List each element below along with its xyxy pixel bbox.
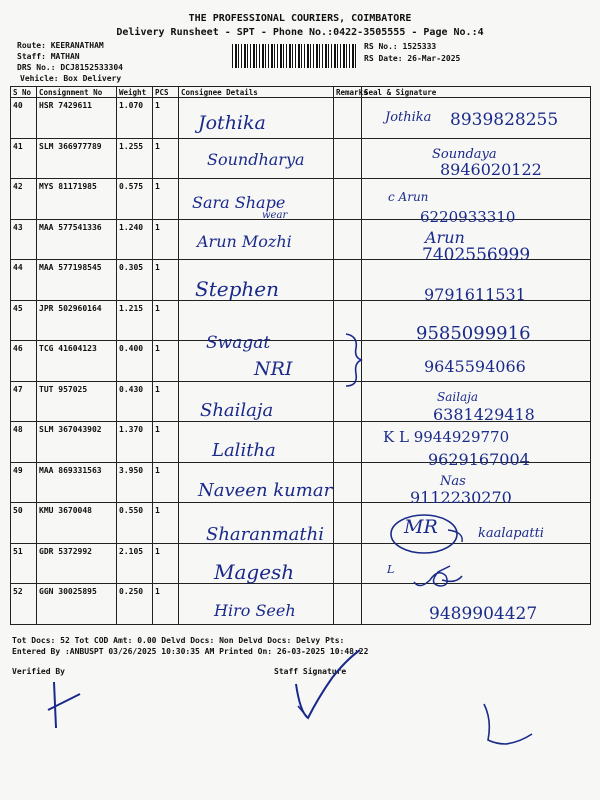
seal-signature: L	[387, 563, 395, 576]
route-label: Route: KEERANATHAM	[17, 41, 104, 50]
cell-remarks	[334, 219, 362, 260]
cell-consignment: HSR 7429611	[37, 98, 117, 139]
cell-consignment: MAA 869331563	[37, 462, 117, 503]
seal-phone: 9645594066	[424, 357, 526, 376]
rs-date: RS Date: 26-Mar-2025	[364, 54, 461, 63]
cell-sno: 46	[11, 341, 37, 382]
cell-sno: 51	[11, 543, 37, 584]
table-header-row	[11, 87, 591, 98]
drs-label: DRS No.: DCJ8152533304	[17, 63, 123, 72]
seal-signature: Jothika	[385, 110, 432, 125]
seal-phone: 6381429418	[433, 405, 535, 424]
staff-label: Staff: MATHAN	[17, 52, 80, 61]
handwritten-name: Sara Shape	[192, 193, 286, 212]
cell-pcs: 1	[153, 462, 179, 503]
handwritten-name: Lalitha	[212, 440, 276, 461]
cell-sno: 43	[11, 219, 37, 260]
cell-weight: 2.105	[117, 543, 153, 584]
seal-phone: 7402556999	[422, 245, 531, 265]
cell-pcs: 1	[153, 138, 179, 179]
col-header-seal: Seal & Signature	[362, 87, 591, 98]
cell-consignment: MYS 81171985	[37, 179, 117, 220]
seal-signature: kaalapatti	[478, 526, 544, 541]
cell-remarks	[334, 260, 362, 301]
seal-phone: 8939828255	[450, 110, 559, 130]
cell-consignment: MAA 577198545	[37, 260, 117, 301]
verified-by-label: Verified By	[12, 667, 65, 676]
seal-phone: 9791611531	[424, 285, 526, 304]
cell-pcs: 1	[153, 341, 179, 382]
cell-consignment: SLM 366977789	[37, 138, 117, 179]
extra-signature	[470, 700, 540, 756]
cell-pcs: 1	[153, 584, 179, 625]
cell-remarks	[334, 179, 362, 220]
cell-weight: 0.550	[117, 503, 153, 544]
cell-consignment: TCG 41604123	[37, 341, 117, 382]
cell-weight: 1.370	[117, 422, 153, 463]
cell-sno: 44	[11, 260, 37, 301]
seal-phone: 9585099916	[416, 323, 531, 344]
handwritten-name: NRI	[254, 358, 293, 380]
cell-weight: 1.215	[117, 300, 153, 341]
cell-weight: 0.250	[117, 584, 153, 625]
cell-sno: 50	[11, 503, 37, 544]
cell-consignment: KMU 3670048	[37, 503, 117, 544]
cell-sno: 49	[11, 462, 37, 503]
handwritten-name: Magesh	[214, 560, 295, 584]
handwritten-name: Naveen kumar	[198, 480, 333, 501]
cell-weight: 0.305	[117, 260, 153, 301]
cell-pcs: 1	[153, 219, 179, 260]
cell-remarks	[334, 98, 362, 139]
seal-signature: Nas	[440, 474, 466, 489]
cell-sno: 45	[11, 300, 37, 341]
cell-pcs: 1	[153, 543, 179, 584]
runsheet-subtitle: Delivery Runsheet - SPT - Phone No.:0422-3505555 - Page No.:4	[116, 27, 484, 38]
handwritten-name: Hiro Seeh	[214, 601, 296, 620]
cell-pcs: 1	[153, 260, 179, 301]
cell-sno: 40	[11, 98, 37, 139]
handwritten-name: Arun Mozhi	[197, 232, 292, 251]
cell-weight: 0.575	[117, 179, 153, 220]
vehicle-label: Vehicle: Box Delivery	[20, 74, 122, 83]
cell-remarks	[334, 138, 362, 179]
col-header-remarks: Remarks	[334, 87, 362, 98]
seal-signature: Sailaja	[437, 390, 479, 404]
seal-phone: K L 9944929770	[383, 428, 510, 446]
cell-remarks	[334, 543, 362, 584]
cell-weight: 1.070	[117, 98, 153, 139]
cell-consignment: SLM 367043902	[37, 422, 117, 463]
seal-signature: Soundaya	[432, 147, 497, 162]
cell-consignment: GDR 5372992	[37, 543, 117, 584]
cell-pcs: 1	[153, 179, 179, 220]
seal-phone: 6220933310	[420, 208, 516, 226]
col-header-weight: Weight	[117, 87, 153, 98]
entered-by-line: Entered By :ANBUSPT 03/26/2025 10:30:35 AM Printed On: 26-03-2025 10:48:22	[12, 647, 369, 656]
cell-weight: 0.400	[117, 341, 153, 382]
handwritten-name: wear	[262, 210, 288, 221]
handwritten-name: Shailaja	[200, 400, 274, 421]
seal-signature: c Arun	[388, 190, 429, 204]
seal-initials: MR	[404, 516, 438, 538]
cell-remarks	[334, 462, 362, 503]
cell-weight: 1.240	[117, 219, 153, 260]
cell-sno: 52	[11, 584, 37, 625]
staff-signature	[292, 646, 364, 724]
barcode-image	[232, 44, 357, 68]
cell-pcs: 1	[153, 381, 179, 422]
cell-sno: 48	[11, 422, 37, 463]
cell-sno: 42	[11, 179, 37, 220]
cell-consignment: TUT 957025	[37, 381, 117, 422]
cell-sno: 47	[11, 381, 37, 422]
handwritten-name: Sharanmathi	[206, 524, 324, 545]
cell-pcs: 1	[153, 422, 179, 463]
cell-pcs: 1	[153, 300, 179, 341]
cell-sno: 41	[11, 138, 37, 179]
verified-signature	[40, 676, 100, 736]
seal-scribble	[410, 562, 470, 592]
rs-number: RS No.: 1525333	[364, 42, 437, 51]
col-header-sno: S No	[11, 87, 37, 98]
cell-weight: 3.950	[117, 462, 153, 503]
table-row	[11, 543, 591, 584]
remark-bracket	[340, 330, 370, 390]
col-header-consignment: Consignment No	[37, 87, 117, 98]
cell-remarks	[334, 422, 362, 463]
cell-remarks	[334, 503, 362, 544]
staff-signature-label: Staff Signature	[274, 667, 347, 676]
seal-phone: 9629167004	[428, 450, 530, 469]
seal-signature: Arun	[425, 228, 465, 247]
cell-pcs: 1	[153, 98, 179, 139]
seal-phone: 8946020122	[440, 160, 542, 179]
handwritten-name: Stephen	[195, 277, 279, 301]
cell-consignment: GGN 30025895	[37, 584, 117, 625]
cell-remarks	[334, 584, 362, 625]
col-header-pcs: PCS	[153, 87, 179, 98]
handwritten-name: Jothika	[198, 112, 266, 134]
seal-phone: 9112230270	[410, 488, 512, 507]
col-header-consignee: Consignee Details	[179, 87, 334, 98]
totals-line: Tot Docs: 52 Tot COD Amt: 0.00 Delvd Docs: Non Delvd Docs: Delvy Pts:	[12, 636, 345, 645]
company-title: THE PROFESSIONAL COURIERS, COIMBATORE	[188, 13, 412, 24]
cell-consignment: MAA 577541336	[37, 219, 117, 260]
handwritten-name: Swagat	[206, 333, 271, 353]
cell-weight: 0.430	[117, 381, 153, 422]
cell-weight: 1.255	[117, 138, 153, 179]
cell-consignment: JPR 502960164	[37, 300, 117, 341]
cell-pcs: 1	[153, 503, 179, 544]
seal-phone: 9489904427	[429, 604, 538, 624]
handwritten-name: Soundharya	[207, 150, 305, 169]
